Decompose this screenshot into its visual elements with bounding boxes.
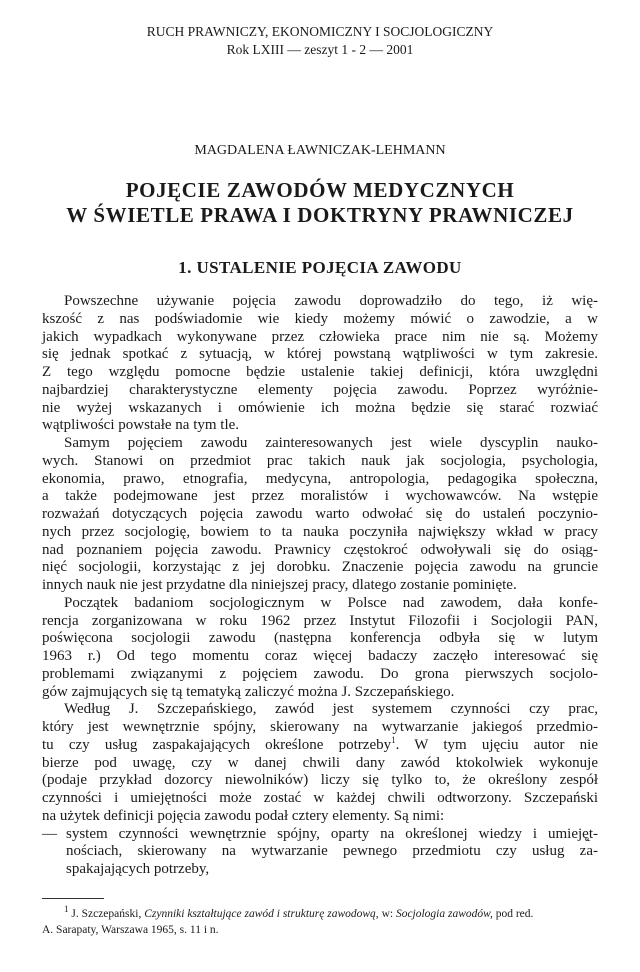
text-line: gów zajmujących się tą tematyką zaliczyć można J. Szczepańskiego.: [42, 683, 455, 700]
text-line: który jest wewnętrznie spójny, skierowany na wytwarzanie jakiegoś przedmio-: [42, 719, 598, 735]
text-line: nych przez socjologię, bowiem to ta nauka poczyniła największy wkład w pracy: [42, 523, 598, 540]
text-line: nad poznaniem pojęcia zawodu. Prawnicy częstokroć odwoływali się do osiąg-: [42, 541, 598, 558]
text-line: a także podejmowane jest przez moralistów i wychowawców. Na wstępie: [42, 488, 598, 505]
text-line: kszość z nas podświadomie wie kiedy możemy mówić o zawodzie, a w: [42, 310, 598, 327]
text-line: Początek badaniom socjologicznym w Polsce nad zawodem, dała konfe-: [64, 594, 598, 611]
paragraph: [42, 293, 598, 435]
text-line: tu czy usług zaspakajających określone potrzeby$^1$. W tym ujęciu autor nie: [42, 734, 598, 753]
text-line: rozważań dotyczących pojęcia zawodu warto odwołać się do ustaleń poczynio-: [42, 506, 598, 522]
footnote-rule: [42, 898, 104, 899]
article-title-line-1: POJĘCIE ZAWODÓW MEDYCZNYCH: [125, 178, 515, 202]
issue-info: Rok LXIII — zeszyt 1 - 2 — 2001: [226, 42, 414, 57]
text-line: jakich wypadkach wykonywane przez człowieka prace nim nie są. Możemy: [42, 328, 598, 345]
footnote-ref[interactable]: 1: [391, 734, 396, 745]
text-line: nięć socjologii, korzystając z jej dorobku. Znaczenie pojęcia zawodu na gruncie: [42, 559, 598, 576]
text-line: (podaje przykład dozorcy niewolników) liczy się tylko to, że określony zespół: [42, 772, 598, 789]
text-line: Powszechne używanie pojęcia zawodu doprowadziło do tego, iż wię-: [64, 293, 598, 309]
text-line: spakajających potrzeby,: [66, 861, 210, 877]
text-line: rencja zorganizowana w roku 1962 przez Instytut Filozofii i Socjologii PAN,: [42, 612, 598, 629]
text-line: innych nauk nie jest przydatne dla niniejszej pracy, dlatego zostanie pominięte.: [42, 577, 517, 593]
text-line: Według J. Szczepańskiego, zawód jest systemem czynności czy prac,: [64, 701, 598, 718]
footnote-publication: A. Sarapaty, Warszawa 1965, s. 11 i n.: [42, 924, 219, 936]
text-line: poświęcona socjologii zawodu (następna konferencja odbyła się w lutym: [42, 630, 598, 647]
section-heading: 1. USTALENIE POJĘCIA ZAWODU: [178, 258, 462, 277]
paragraph: [42, 435, 598, 595]
footnote-author: J. Szczepański,: [71, 908, 142, 920]
text-line: nościach, skierowany na wytwarzanie pewnego przedmiotu czy usług za-: [66, 843, 598, 860]
text-line: bierze pod uwagę, czy w danej chwili dany zawód ktokolwiek wykonuje: [42, 754, 598, 771]
footnote-editor: pod red.: [495, 908, 534, 920]
text-line: Z tego względu pomocne będzie ustalenie takiej definicji, która uwzględni: [42, 364, 598, 380]
text-line: Samym pojęciem zawodu zainteresowanych jest wiele dyscyplin nauko-: [64, 435, 598, 451]
footnote-book-title: Czynniki kształtujące zawód i strukturę zawodową,: [144, 908, 379, 920]
footnote: [42, 906, 598, 938]
text-line: problemami związanymi z pojęciem zawodu. Do grona pierwszych socjolo-: [42, 665, 598, 682]
author-name: MAGDALENA ŁAWNICZAK-LEHMANN: [194, 143, 446, 158]
text-line: wątpliwości powstałe na tym tle.: [42, 417, 240, 434]
journal-title: RUCH PRAWNICZY, EKONOMICZNY I SOCJOLOGICZNY: [146, 24, 494, 39]
text-line: nie wyżej wskazanych i omówienie ich można będzie się starać rozwiać: [42, 399, 598, 416]
list-item: [42, 826, 598, 879]
footnote-collection: Socjologia zawodów,: [395, 908, 493, 920]
list-marker: —: [42, 825, 57, 842]
footnote-number: 1: [64, 904, 69, 915]
text-line: się jednak spotkać z sytuacją, w której powstaną wątpliwości w tym zakresie.: [42, 346, 598, 363]
footnote-in: w:: [381, 908, 394, 920]
text-line: 1963 r.) Od tego momentu coraz więcej badaczy zaczęło interesować się: [42, 648, 598, 664]
text-line: czynności i umiejętności może zostać w każdej chwili odtworzony. Szczepański: [42, 790, 598, 806]
text-line: najbardziej charakterystyczne elementy pojęcia zawodu. Poprzez wyróżnie-: [42, 381, 598, 398]
body-text: [42, 293, 598, 879]
article-title-line-2: W ŚWIETLE PRAWA I DOKTRYNY PRAWNICZEJ: [66, 203, 574, 227]
text-line: ekonomia, prawo, etnografia, medycyna, antropologia, pedagogika społeczna,: [42, 470, 598, 487]
text-line: wych. Stanowi on przedmiot prac takich nauk jak socjologia, psychologia,: [42, 452, 598, 469]
text-line: na użytek definicji pojęcia zawodu podał cztery elementy. Są nimi:: [42, 807, 445, 824]
text-line: system czynności wewnętrznie spójny, oparty na określonej wiedzy i umieję̨t-: [66, 825, 598, 842]
paragraph: [42, 701, 598, 825]
paragraph: [42, 595, 598, 702]
